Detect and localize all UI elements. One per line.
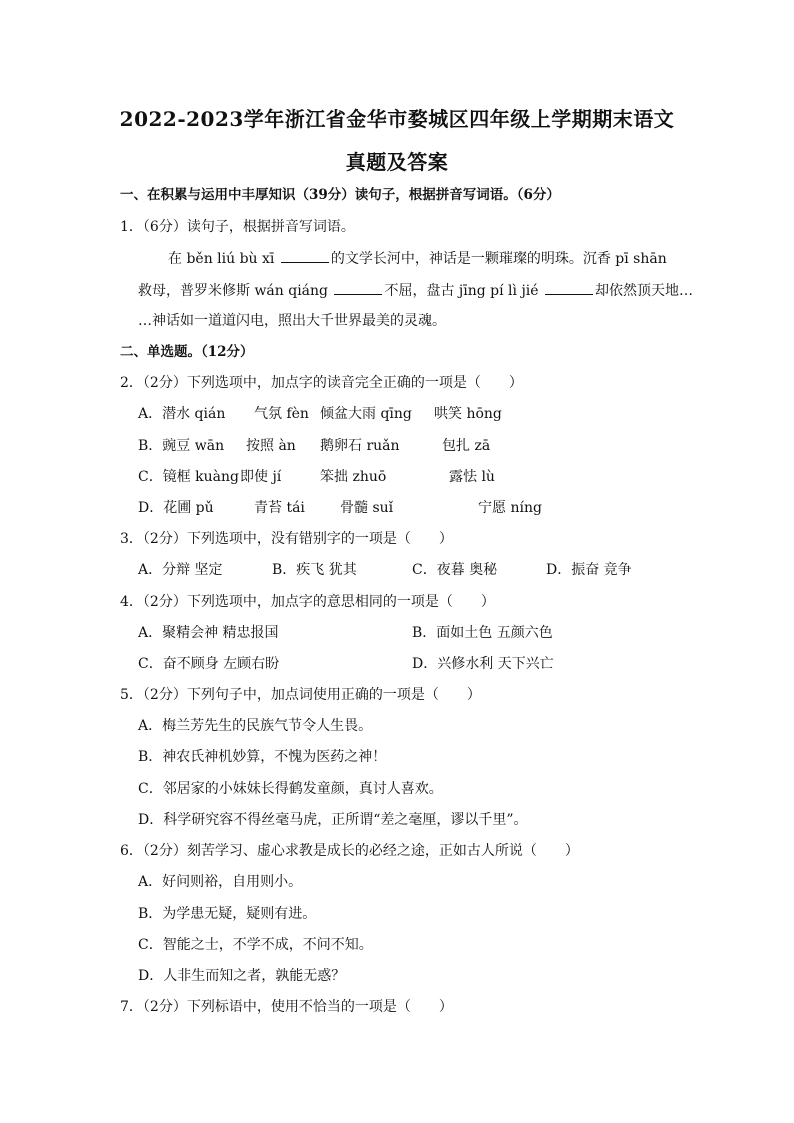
question-5-stem: 5．（2分）下列句子中，加点词使用正确的一项是（ ）: [120, 687, 481, 703]
q5-option-d: D．科学研究容不得丝毫马虎，正所谓“差之毫厘，谬以千里”。: [138, 812, 528, 828]
section-1-heading: 一、在积累与运用中丰厚知识（39分）读句子，根据拼音写词语。（6分）: [120, 187, 560, 203]
q2-option-a-1: A．潜水 qián: [138, 406, 226, 422]
question-2-stem: 2．（2分）下列选项中，加点字的读音完全正确的一项是（ ）: [120, 375, 523, 391]
q4-option-d: D．兴修水利 天下兴亡: [412, 656, 554, 672]
q3-option-c: C．夜暮 奥秘: [412, 562, 498, 578]
q2-option-d-2: 青苔 tái: [254, 500, 305, 516]
q2-option-a-2: 气氛 fèn: [254, 406, 309, 422]
q2-option-b-1: B．豌豆 wān: [138, 438, 225, 454]
q2-option-a-3: 倾盆大雨 qīng: [320, 406, 412, 422]
q4-option-a: A．聚精会神 精忠报国: [138, 625, 279, 641]
question-1-passage-line3: …神话如一道道闪电，照出大千世界最美的灵魂。: [138, 313, 446, 329]
q2-option-c-1: C．镜框 kuàng: [138, 469, 239, 485]
q5-option-b: B．神农氏神机妙算，不愧为医药之神！: [138, 749, 387, 765]
q2-option-d-1: D．花圃 pǔ: [138, 500, 214, 516]
q2-option-d-3: 骨髓 suǐ: [340, 500, 394, 516]
q5-option-c: C．邻居家的小妹妹长得鹤发童颜，真讨人喜欢。: [138, 781, 443, 797]
q2-option-b-2: 按照 àn: [246, 438, 296, 454]
question-1-passage-line1: 在 běn liú bù xī 的文学长河中，神话是一颗璀璨的明珠。沉香 pī shān: [168, 251, 667, 267]
q4-option-b: B．面如土色 五颜六色: [412, 625, 553, 641]
answer-blank[interactable]: [281, 249, 329, 263]
question-3-stem: 3．（2分）下列选项中，没有错别字的一项是（ ）: [120, 531, 453, 547]
q4-option-c: C．奋不顾身 左顾右盼: [138, 656, 280, 672]
question-6-stem: 6．（2分）刻苦学习、虚心求教是成长的必经之途，正如古人所说（ ）: [120, 843, 579, 859]
q3-option-b: B．疾飞 犹其: [272, 562, 357, 578]
q6-option-d: D．人非生而知之者，孰能无惑？: [138, 968, 346, 984]
q2-option-d-4: 宁愿 níng: [478, 500, 542, 516]
q2-option-b-3: 鹅卵石 ruǎn: [320, 438, 400, 454]
q3-option-d: D．振奋 竞争: [546, 562, 632, 578]
question-7-stem: 7．（2分）下列标语中，使用不恰当的一项是（ ）: [120, 999, 453, 1015]
section-2-heading: 二、单选题。（12分）: [120, 344, 254, 360]
q6-option-a: A．好问则裕，自用则小。: [138, 874, 303, 890]
q2-option-a-4: 哄笑 hōng: [434, 406, 502, 422]
answer-blank[interactable]: [334, 281, 382, 295]
q2-option-c-3: 笨拙 zhuō: [320, 469, 387, 485]
question-1-stem: 1．（6分）读句子，根据拼音写词语。: [120, 219, 355, 235]
exam-title-line1: 2022-2023学年浙江省金华市婺城区四年级上学期期末语文: [119, 107, 675, 131]
exam-title-line2: 真题及答案: [345, 150, 449, 174]
question-1-passage-line2: 救母，普罗米修斯 wán qiáng 不屈，盘古 jīng pí lì jié 却依然顶天地…: [138, 283, 694, 299]
answer-blank[interactable]: [545, 281, 593, 295]
q6-option-c: C．智能之士，不学不成，不问不知。: [138, 937, 373, 953]
q6-option-b: B．为学患无疑，疑则有进。: [138, 906, 317, 922]
q2-option-c-4: 露怯 lù: [449, 469, 495, 485]
q3-option-a: A．分辩 坚定: [138, 562, 223, 578]
q5-option-a: A．梅兰芳先生的民族气节令人生畏。: [138, 718, 373, 734]
q2-option-b-4: 包扎 zā: [442, 438, 491, 454]
q2-option-c-2: 即使 jí: [240, 469, 282, 485]
question-4-stem: 4．（2分）下列选项中，加点字的意思相同的一项是（ ）: [120, 594, 495, 610]
